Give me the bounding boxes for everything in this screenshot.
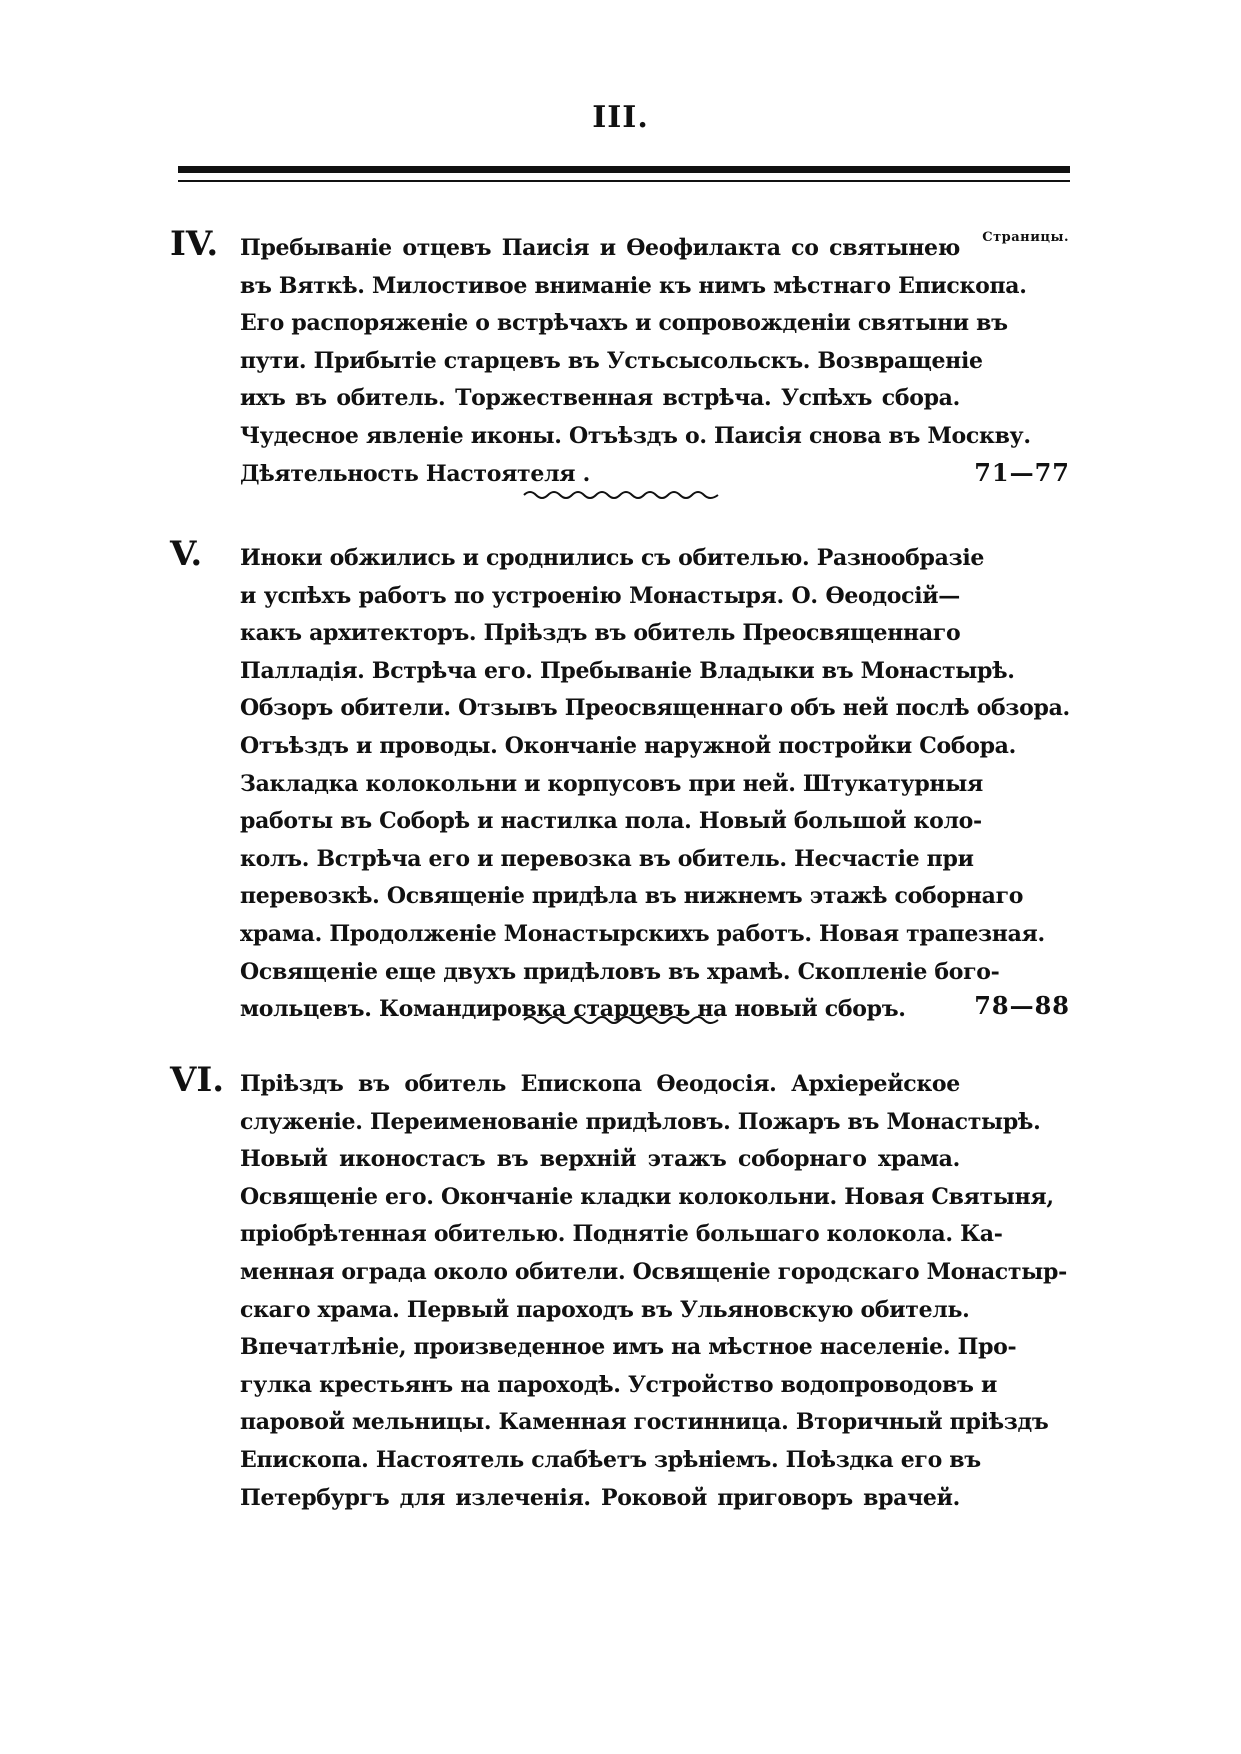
summary-line: перевозкѣ. Освященiе придѣла въ нижнемъ этажѣ соборнаго — [240, 883, 1024, 910]
section-divider-ornament — [522, 488, 722, 502]
summary-line: и успѣхъ работъ по устроенiю Монастыря. О. Ѳеодосiй— — [240, 582, 960, 609]
pages-column-header: Страницы. — [982, 230, 1069, 245]
summary-line: Чудесное явленiе иконы. Отъѣздъ о. Паисiя снова въ Москву. — [240, 422, 1031, 449]
summary-line: Обзоръ обители. Отзывъ Преосвященнаго объ ней послѣ обзора. — [240, 695, 1070, 722]
summary-line: мольцевъ. Командировка старцевъ на новый сборъ. — [240, 996, 906, 1023]
summary-line: Петербургъ для излеченiя. Роковой приговоръ врачей. — [240, 1484, 960, 1511]
summary-line: пути. Прибытiе старцевъ въ Устьсысольскъ. Возвращенiе — [240, 347, 983, 374]
section-summary — [240, 1066, 1067, 1517]
page-range: 71—77 — [974, 458, 1070, 487]
section-divider-ornament — [522, 1013, 722, 1027]
header-rule-thick — [178, 166, 1070, 173]
summary-line: прiобрѣтенная обителью. Поднятiе большаго колокола. Ка- — [240, 1221, 1003, 1248]
summary-line: колъ. Встрѣча его и перевозка въ обитель. Несчастiе при — [240, 845, 974, 872]
summary-line: Прiѣздъ въ обитель Епископа Ѳеодосiя. Архiерейское — [240, 1071, 960, 1097]
summary-line: Дѣятельность Настоятеля . — [240, 460, 590, 487]
summary-line: ихъ въ обитель. Торжественная встрѣча. Успѣхъ сбора. — [240, 385, 960, 412]
summary-line: скаго храма. Первый пароходъ въ Ульяновскую обитель. — [240, 1296, 970, 1323]
summary-line: менная ограда около обители. Освященiе городскаго Монастыр- — [240, 1258, 1067, 1285]
summary-line: Иноки обжились и сроднились съ обителью. Разнообразiе — [240, 545, 985, 571]
summary-line: Его распоряженiе о встрѣчахъ и сопровожденiи святыни въ — [240, 310, 1008, 337]
summary-line: гулка крестьянъ на пароходѣ. Устройство водопроводовъ и — [240, 1371, 997, 1398]
section-numeral: V. — [170, 534, 203, 574]
summary-line: Отъѣздъ и проводы. Окончанiе наружной постройки Собора. — [240, 732, 1016, 759]
page-number: III. — [592, 100, 649, 135]
header-rule-thin — [178, 180, 1070, 182]
summary-line: Епископа. Настоятель слабѣетъ зрѣнiемъ. Поѣздка его въ — [240, 1446, 981, 1473]
section-numeral: IV. — [170, 224, 219, 264]
page-range: 78—88 — [974, 991, 1070, 1020]
summary-line: Закладка колокольни и корпусовъ при ней. Штукатурныя — [240, 770, 983, 797]
summary-line: Новый иконостасъ въ верхнiй этажъ соборнаго храма. — [240, 1146, 960, 1173]
summary-line: работы въ Соборѣ и настилка пола. Новый большой коло- — [240, 808, 982, 835]
summary-line: служенiе. Переименованiе придѣловъ. Пожаръ въ Монастырѣ. — [240, 1108, 1041, 1135]
summary-line: Освященiе его. Окончанiе кладки колокольни. Новая Святыня, — [240, 1183, 1054, 1210]
summary-line: какъ архитекторъ. Прiѣздъ въ обитель Преосвященнаго — [240, 620, 961, 647]
summary-line: Освященiе еще двухъ придѣловъ въ храмѣ. Скопленiе бого- — [240, 958, 1000, 985]
summary-line: Впечатлѣнiе, произведенное имъ на мѣстное населенiе. Про- — [240, 1334, 1017, 1361]
summary-line: паровой мельницы. Каменная гостинница. Вторичный прiѣздъ — [240, 1409, 1049, 1436]
summary-line: въ Вяткѣ. Милостивое вниманiе къ нимъ мѣстнаго Епископа. — [240, 272, 1027, 299]
summary-line: Пребыванiе отцевъ Паисiя и Ѳеофилакта со святынею — [240, 235, 960, 261]
section-numeral: VI. — [170, 1060, 225, 1100]
summary-line: храма. Продолженiе Монастырскихъ работъ. Новая трапезная. — [240, 920, 1045, 947]
summary-line: Палладiя. Встрѣча его. Пребыванiе Владыки въ Монастырѣ. — [240, 657, 1015, 684]
